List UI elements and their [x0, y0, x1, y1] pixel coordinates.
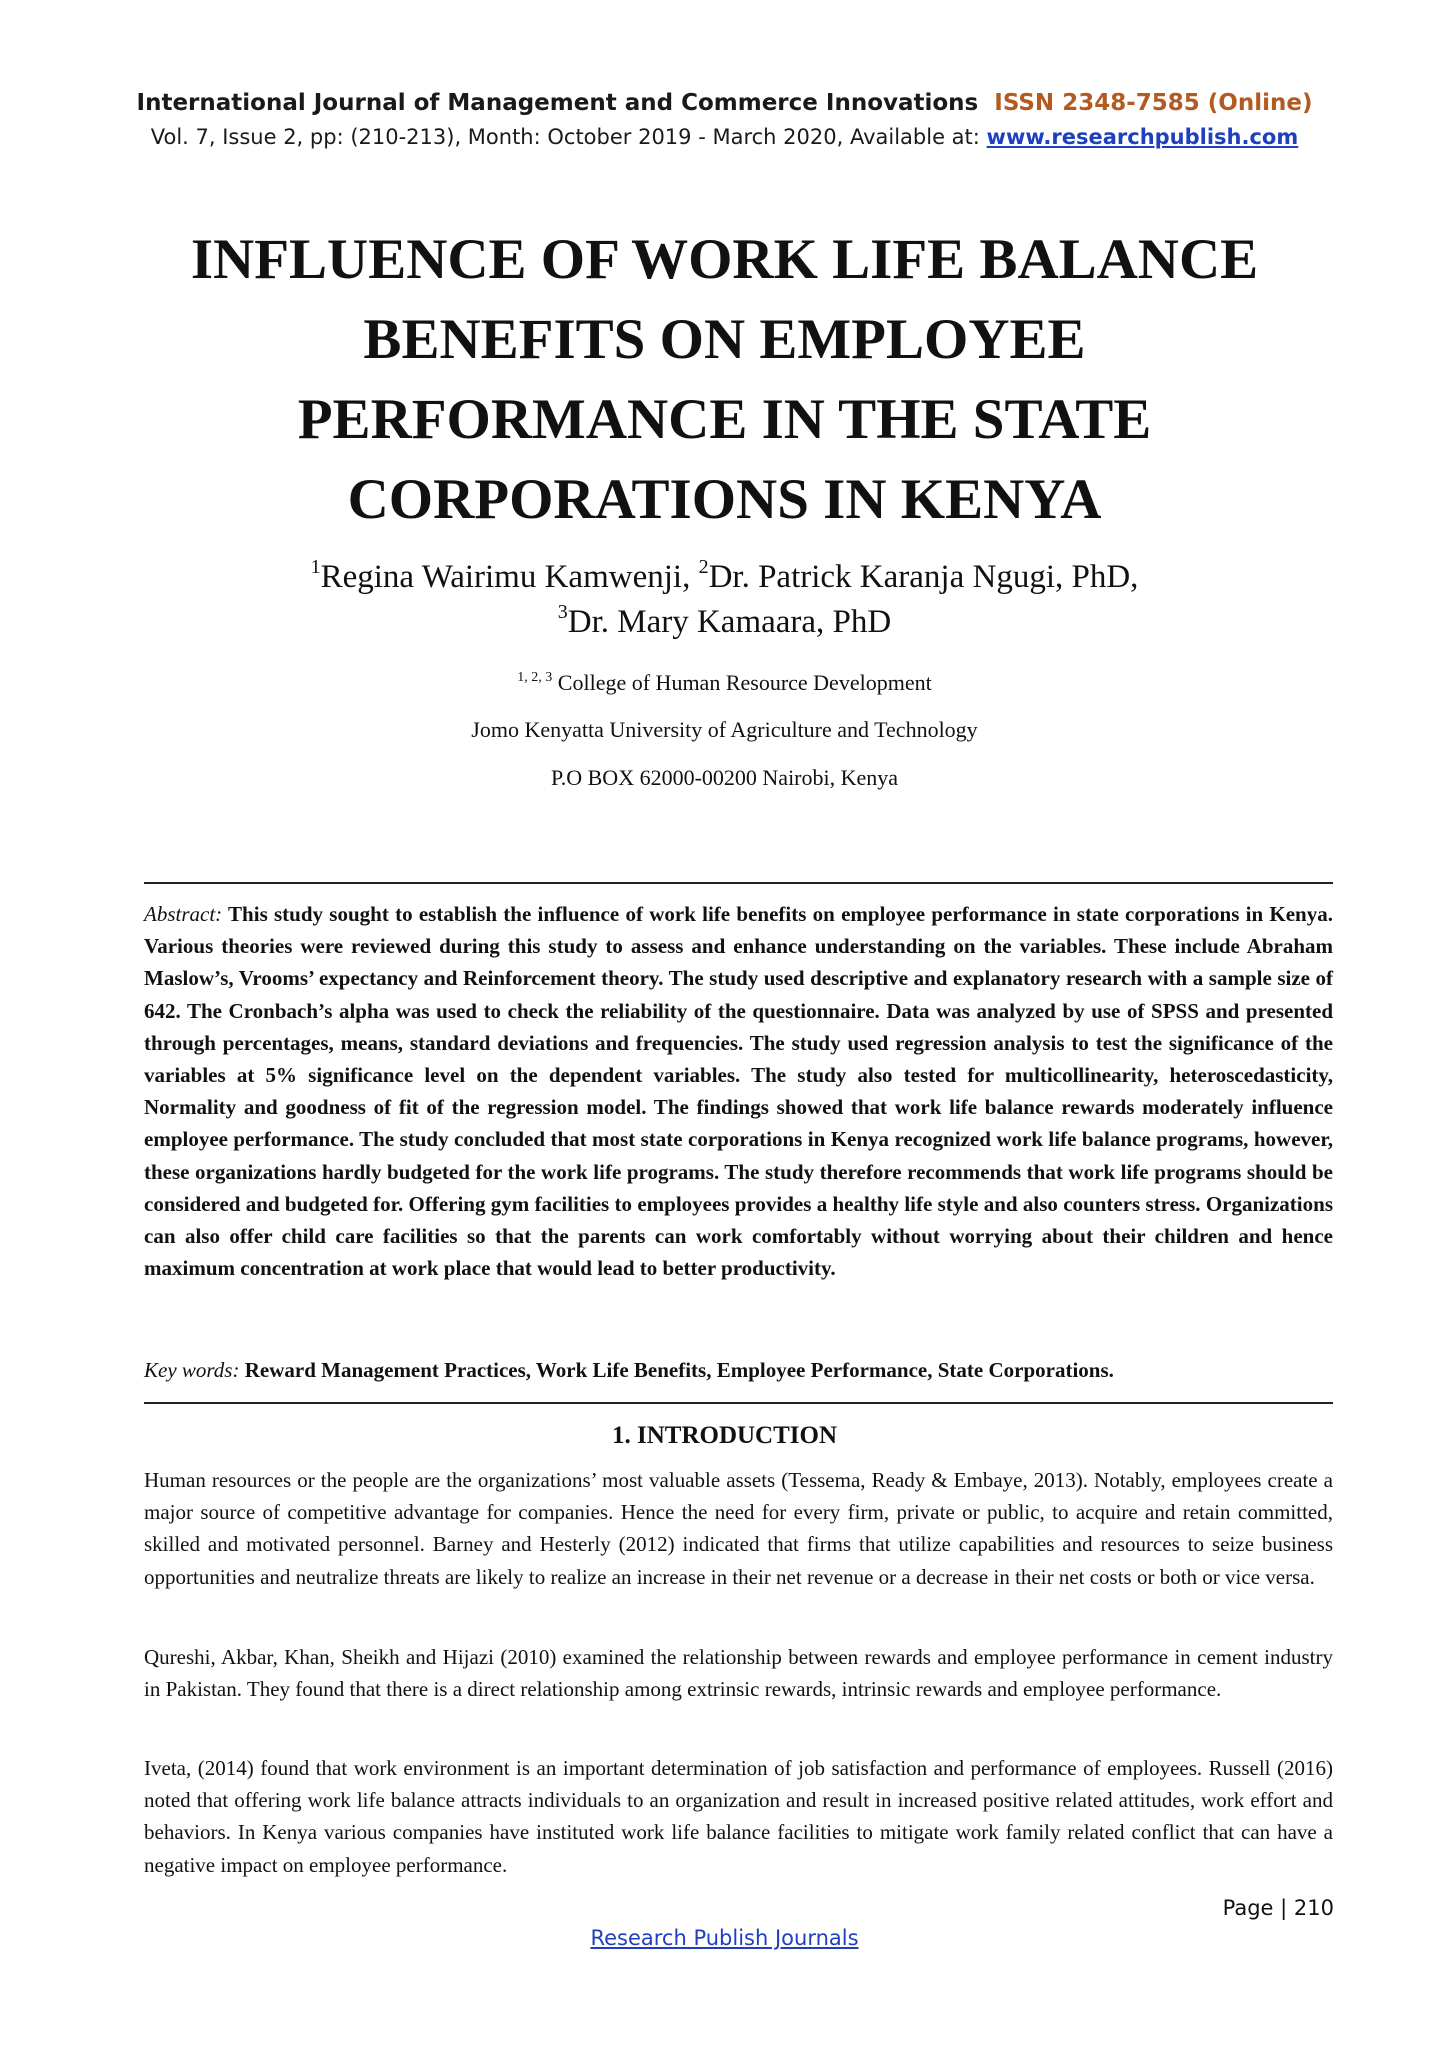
abstract-text: This study sought to establish the influence of work life benefits on employee performance in state corporations in Kenya. Various theories were reviewed during this study to assess and enhance understanding on the variables. These include Abraham Maslow’s, Vrooms’ expectancy and Reinforcement theory. The study used descriptive and explanatory research with a sample size of 642. The Cronbach’s alpha was used to check the reliability of the questionnaire. Data was analyzed by use of SPSS and presented through percentages, means, standard deviations and frequencies. The study used regression analysis to test the significance of the variables at 5% significance level on the dependent variables. The study also tested for multicollinearity, heteroscedasticity, Normality and goodness of fit of the regression model. The findings showed that work life balance rewards moderately influence employee performance. The study concluded that most state corporations in Kenya recognized work life balance programs, however, these organizations hardly budgeted for the work life programs. The study therefore recommends that work life programs should be considered and budgeted for. Offering gym facilities to employees provides a healthy life style and also counters stress. Organizations can also offer child care facilities so that the parents can work comfortably without worrying about their children and hence maximum concentration at work place that would lead to better productivity. [144, 902, 1333, 1281]
abstract-label: Abstract: [144, 902, 223, 926]
college-name: College of Human Resource Development [557, 670, 932, 695]
journal-issn: ISSN 2348-7585 (Online) [994, 90, 1313, 116]
paper-title [120, 220, 1329, 540]
journal-url-link[interactable]: www.researchpublish.com [986, 125, 1299, 149]
journal-header [0, 90, 1449, 116]
title-line: INFLUENCE OF WORK LIFE BALANCE [190, 228, 1259, 291]
keywords-text: Reward Management Practices, Work Life Benefits, Employee Performance, State Corporations. [244, 1358, 1114, 1382]
affiliation-college [0, 670, 1449, 696]
abstract [144, 898, 1333, 1284]
author-name: Regina Wairimu Kamwenji, [320, 559, 691, 595]
page-number: Page | 210 [1222, 1896, 1334, 1920]
intro-paragraph: Human resources or the people are the organizations’ most valuable assets (Tessema, Ready & Embaye, 2013). Notably, employees create a major source of competitive advantage for companies. Hence the need for every firm, private or public, to acquire and retain committed, skilled and motivated personnel. Barney and Hesterly (2012) indicated that firms that utilize capabilities and resources to seize business opportunities and neutralize threats are likely to realize an increase in their net revenue or a decrease in their net costs or both or vice versa. [144, 1468, 1333, 1589]
author-name: Dr. Patrick Karanja Ngugi, PhD, [708, 559, 1139, 595]
author-mark: 1 [310, 556, 321, 578]
author-list [0, 555, 1449, 645]
divider [144, 882, 1333, 884]
publisher-link[interactable]: Research Publish Journals [590, 1926, 859, 1950]
affiliation-marks: 1, 2, 3 [517, 670, 553, 685]
affiliation-university: Jomo Kenyatta University of Agriculture and Technology [471, 717, 978, 742]
journal-name: International Journal of Management and Commerce Innovations [136, 90, 979, 116]
journal-volume-line [0, 125, 1449, 149]
author-name: Dr. Mary Kamaara, PhD [567, 604, 892, 640]
intro-paragraph: Qureshi, Akbar, Khan, Sheikh and Hijazi (2010) examined the relationship between rewards and employee performance in cement industry in Pakistan. They found that there is a direct relationship among extrinsic rewards, intrinsic rewards and employee performance. [144, 1645, 1333, 1702]
divider [144, 1402, 1333, 1404]
intro-paragraph: Iveta, (2014) found that work environment is an important determination of job satisfaction and performance of employees. Russell (2016) noted that offering work life balance attracts individuals to an organization and result in increased positive related attitudes, work effort and behaviors. In Kenya various companies have instituted work life balance facilities to mitigate work family related conflict that can have a negative impact on employee performance. [144, 1756, 1333, 1877]
volume-info: Vol. 7, Issue 2, pp: (210-213), Month: October 2019 - March 2020, Available at: [150, 125, 980, 149]
section-heading: 1. INTRODUCTION [611, 1422, 838, 1449]
author-mark: 2 [698, 556, 709, 578]
keywords [144, 1358, 1333, 1383]
title-line: BENEFITS ON EMPLOYEE [363, 308, 1086, 371]
keywords-label: Key words: [144, 1358, 240, 1382]
author-mark: 3 [557, 601, 568, 623]
affiliation-address: P.O BOX 62000-00200 Nairobi, Kenya [550, 765, 899, 790]
title-line: CORPORATIONS IN KENYA [347, 468, 1102, 531]
title-line: PERFORMANCE IN THE STATE [297, 388, 1152, 451]
footer [0, 1926, 1449, 1950]
